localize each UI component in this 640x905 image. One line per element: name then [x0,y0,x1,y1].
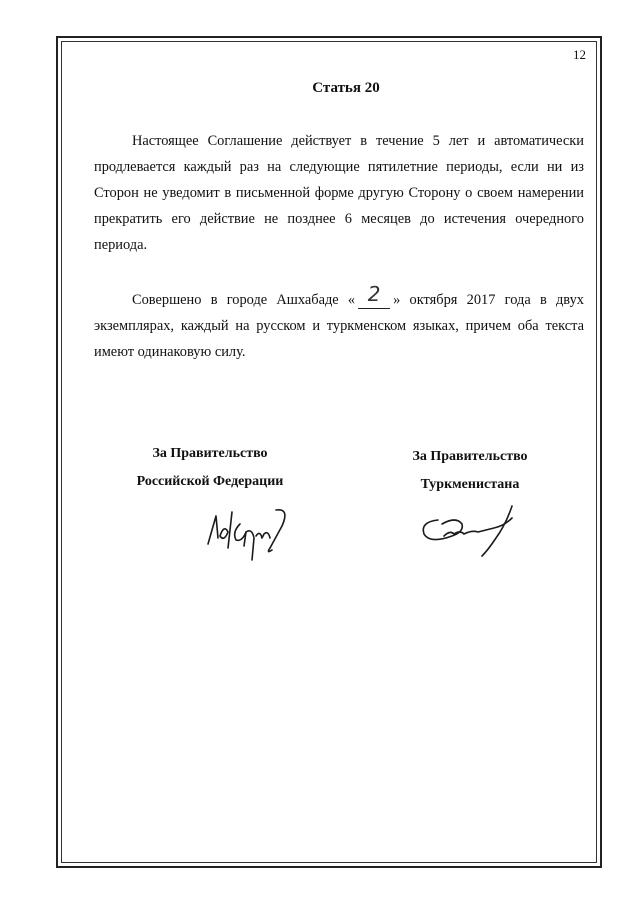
signatory-turkmenistan-line2: Туркменистана [420,477,520,492]
signature-turkmenistan [416,500,526,562]
signatory-russia-line1: За Правительство [152,446,268,461]
handwritten-day: 2 [367,282,381,306]
page-number: 12 [573,47,586,62]
validity-paragraph: Настоящее Соглашение действует в течение 5 лет и автоматически продлевается каждый раз на следующие пятилетние периоды, если ни из Сторон не уведомит в письменной форме другую Сторону о своем намерении прекратить его действие не позднее 6 месяцев до истечения очередного периода. [94,133,584,253]
signature-russia [198,502,298,572]
done-at-text-before: Совершено в городе Ашхабаде « [132,292,356,308]
signatory-turkmenistan [380,443,560,499]
done-at-paragraph [94,284,584,365]
signatory-russia-line2: Российской Федерации [136,474,284,489]
done-at-text-after: » октября 2017 года в двух экземплярах, каждый на русском и туркменском языках, причем оба текста имеют одинаковую силу. [94,292,584,360]
signatory-russia [120,440,300,496]
article-title: Статья 20 [312,80,380,96]
signatory-turkmenistan-line1: За Правительство [412,449,528,464]
handwritten-day-field [355,284,393,313]
